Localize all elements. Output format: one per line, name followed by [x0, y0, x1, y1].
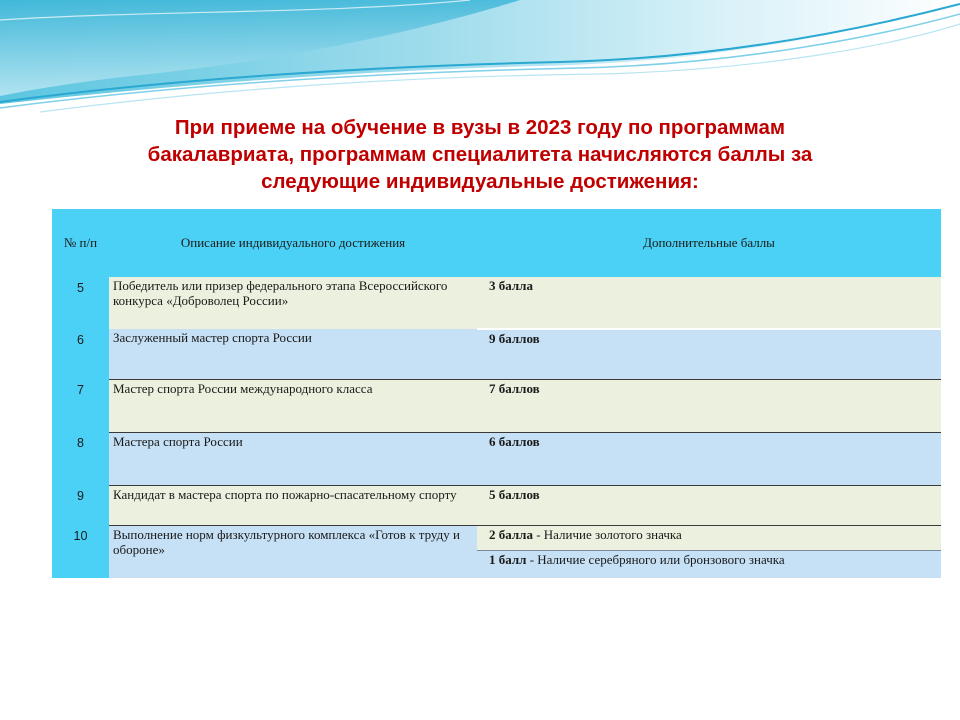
points-note: - Наличие серебряного или бронзового значка [526, 551, 785, 567]
slide-title [60, 114, 900, 195]
row-number: 8 [52, 432, 109, 485]
points-value: 1 балл [489, 551, 527, 567]
points-value: 7 баллов [489, 380, 540, 396]
title-line-3: следующие индивидуальные достижения: [261, 170, 699, 193]
table-header-row [52, 209, 941, 277]
table-row [52, 485, 941, 525]
row-description: Мастер спорта России международного класса [109, 379, 477, 432]
row-description: Мастера спорта России [109, 432, 477, 485]
row-points [477, 485, 941, 525]
row-description: Выполнение норм физкультурного комплекса «Готов к труду и обороне» [109, 525, 477, 578]
table-row [52, 329, 941, 379]
points-value: 3 балла [489, 278, 533, 293]
header-points: Дополнительные баллы [477, 209, 941, 277]
row-points [477, 550, 941, 578]
row-points [477, 277, 941, 329]
points-value: 9 баллов [489, 331, 540, 346]
title-line-2: бакалавриата, программам специалитета начисляются баллы за [147, 143, 813, 166]
table-row [52, 525, 941, 550]
table-row [52, 432, 941, 485]
row-description: Победитель или призер федерального этапа Всероссийского конкурса «Доброволец России» [113, 278, 448, 308]
points-value: 2 балла [489, 526, 533, 542]
points-note: - Наличие золотого значка [532, 526, 682, 542]
table-row [52, 277, 941, 329]
table-row [52, 379, 941, 432]
row-points [477, 525, 941, 550]
row-number: 5 [52, 277, 109, 329]
header-description: Описание индивидуального достижения [109, 209, 477, 277]
header-num: № п/п [52, 209, 109, 277]
header-wave-decoration [0, 0, 960, 120]
achievements-table [52, 209, 941, 578]
row-points [477, 379, 941, 432]
row-number: 7 [52, 379, 109, 432]
row-description: Кандидат в мастера спорта по пожарно-спасательному спорту [109, 485, 477, 525]
points-value: 5 баллов [489, 486, 540, 502]
row-points [477, 329, 941, 379]
row-number: 9 [52, 485, 109, 525]
row-number: 6 [52, 329, 109, 379]
title-line-1: При приеме на обучение в вузы в 2023 году по программам [174, 116, 786, 139]
row-description: Заслуженный мастер спорта России [113, 330, 312, 345]
row-points [477, 432, 941, 485]
points-value: 6 баллов [489, 433, 540, 449]
row-number: 10 [52, 525, 109, 578]
